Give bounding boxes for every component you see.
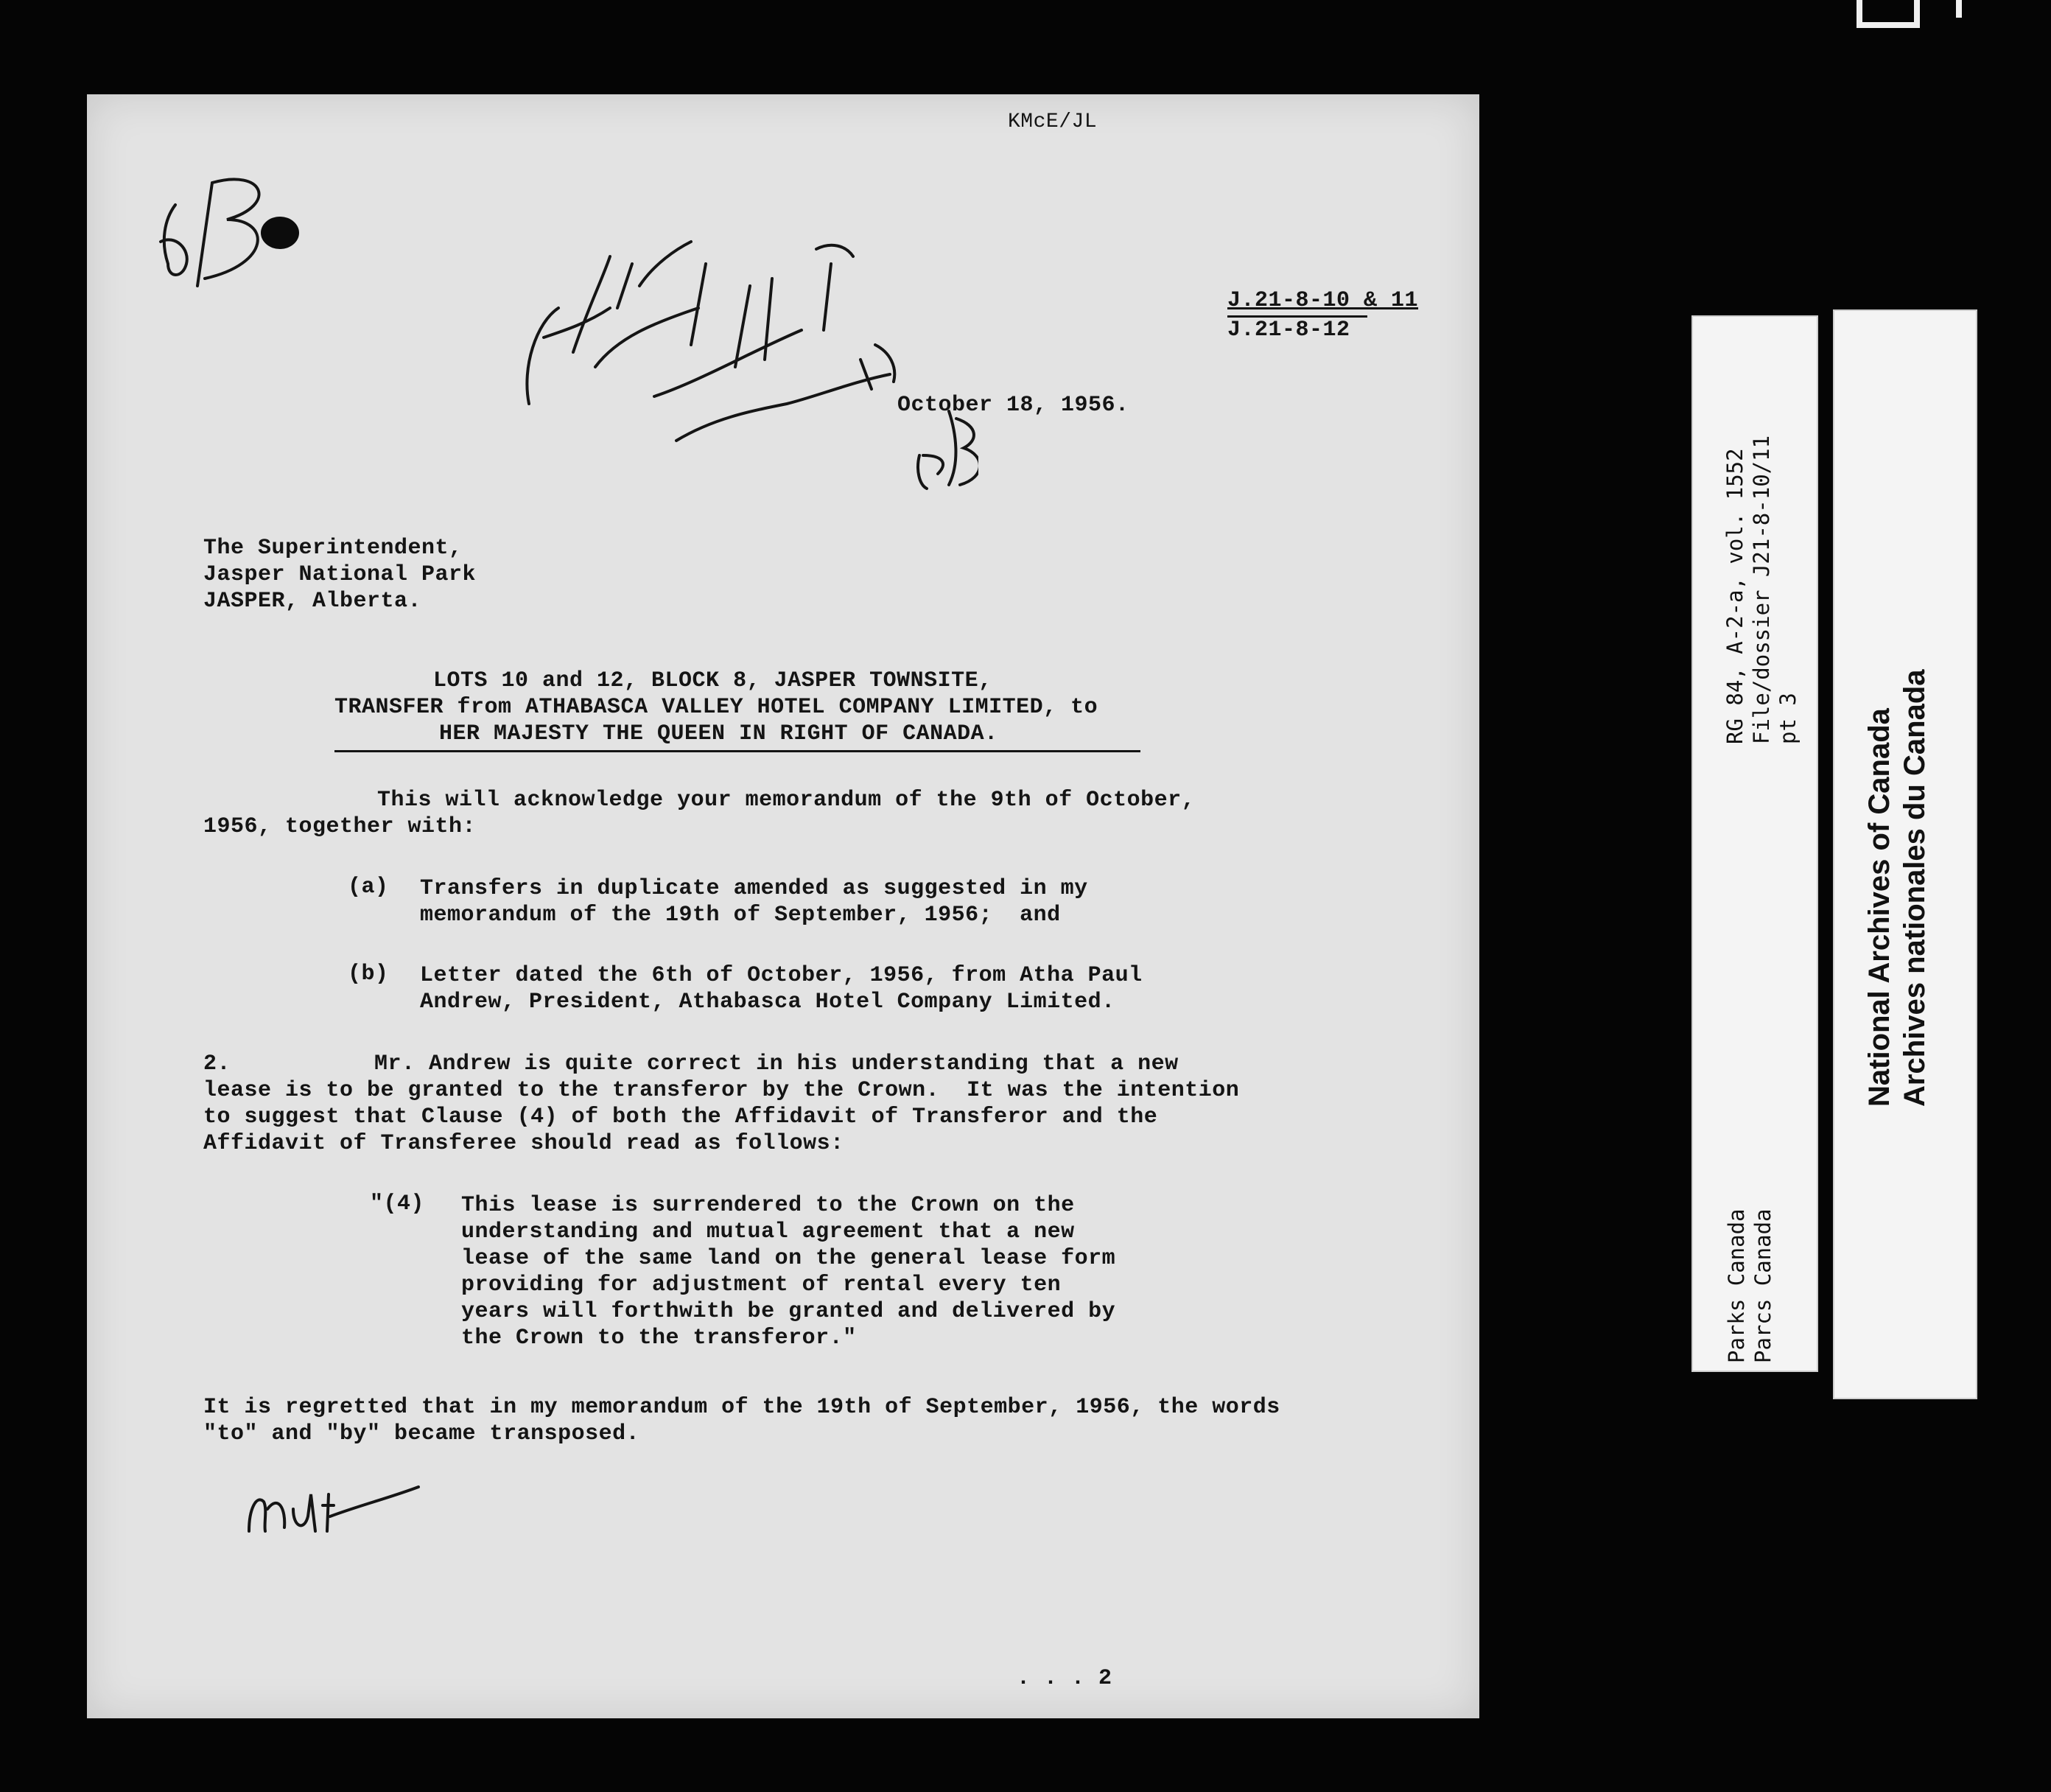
quote-line-4: providing for adjustment of rental every ten [461,1273,1062,1298]
page-continuation: . . . 2 [1017,1666,1112,1691]
subject-line-3: HER MAJESTY THE QUEEN IN RIGHT OF CANADA. [439,721,998,746]
address-line-1: The Superintendent, [203,536,463,561]
subject-line-1: LOTS 10 and 12, BLOCK 8, JASPER TOWNSITE, [433,668,992,693]
quote-line-1: This lease is surrendered to the Crown on the [461,1193,1075,1218]
closing-line-2: "to" and "by" became transposed. [203,1421,640,1446]
quote-line-3: lease of the same land on the general lease form [461,1246,1116,1271]
national-archives-label [1833,309,1977,1399]
file-reference-1: J.21-8-10 & 11 [1227,288,1419,313]
document-page [87,94,1479,1718]
archive-reference-label [1691,315,1818,1372]
film-corner-mark [1857,0,1920,28]
address-line-3: JASPER, Alberta. [203,589,422,614]
subject-underline [334,750,1140,752]
paragraph-1-line-2: 1956, together with: [203,814,477,839]
ink-blot [261,217,299,249]
archive-ref-line-1: RG 84, A-2-a, vol. 1552 [1722,448,1747,744]
paragraph-2-line-1: Mr. Andrew is quite correct in his understanding that a new [374,1051,1179,1077]
paragraph-2-line-3: to suggest that Clause (4) of both the Affidavit of Transferor and the [203,1105,1158,1130]
paragraph-1-line-1: This will acknowledge your memorandum of the 9th of October, [377,788,1196,813]
item-a-line-1: Transfers in duplicate amended as suggested in my [420,876,1088,901]
initials-ref: KMcE/JL [1008,111,1098,133]
national-archives-french: Archives nationales du Canada [1899,669,1931,1107]
archive-ref-line-2: File/dossier J21-8-10/11 [1749,435,1774,744]
handwritten-date-stamps [507,220,978,500]
address-line-2: Jasper National Park [203,562,477,587]
paragraph-2-line-2: lease is to be granted to the transferor by the Crown. It was the intention [203,1078,1240,1103]
quote-marker: "(4) [370,1191,425,1217]
closing-line-1: It is regretted that in my memorandum of the 19th of September, 1956, the words [203,1395,1280,1420]
item-a-line-2: memorandum of the 19th of September, 1956; and [420,903,1061,928]
item-a-marker: (a) [348,875,389,900]
subject-line-2: TRANSFER from ATHABASCA VALLEY HOTEL COMPANY LIMITED, to [334,695,1098,720]
archive-ref-line-3: pt 3 [1775,693,1801,744]
org-name-french: Parcs Canada [1750,1208,1775,1363]
org-name-english: Parks Canada [1724,1208,1749,1363]
letter-date: October 18, 1956. [897,393,1129,418]
handwritten-signature [234,1465,426,1553]
quote-line-2: understanding and mutual agreement that a new [461,1219,1075,1245]
file-ref-divider [1227,315,1367,318]
paragraph-2-number: 2. [203,1051,231,1077]
item-b-marker: (b) [348,962,389,987]
item-b-line-1: Letter dated the 6th of October, 1956, from Atha Paul [420,963,1143,988]
film-edge-mark [1956,0,1962,18]
paragraph-2-line-4: Affidavit of Transferee should read as follows: [203,1131,844,1156]
quote-line-5: years will forthwith be granted and delivered by [461,1299,1116,1324]
file-reference-2: J.21-8-12 [1227,318,1350,343]
item-b-line-2: Andrew, President, Athabasca Hotel Company Limited. [420,990,1115,1015]
national-archives-english: National Archives of Canada [1863,708,1896,1107]
quote-line-6: the Crown to the transferor." [461,1326,857,1351]
